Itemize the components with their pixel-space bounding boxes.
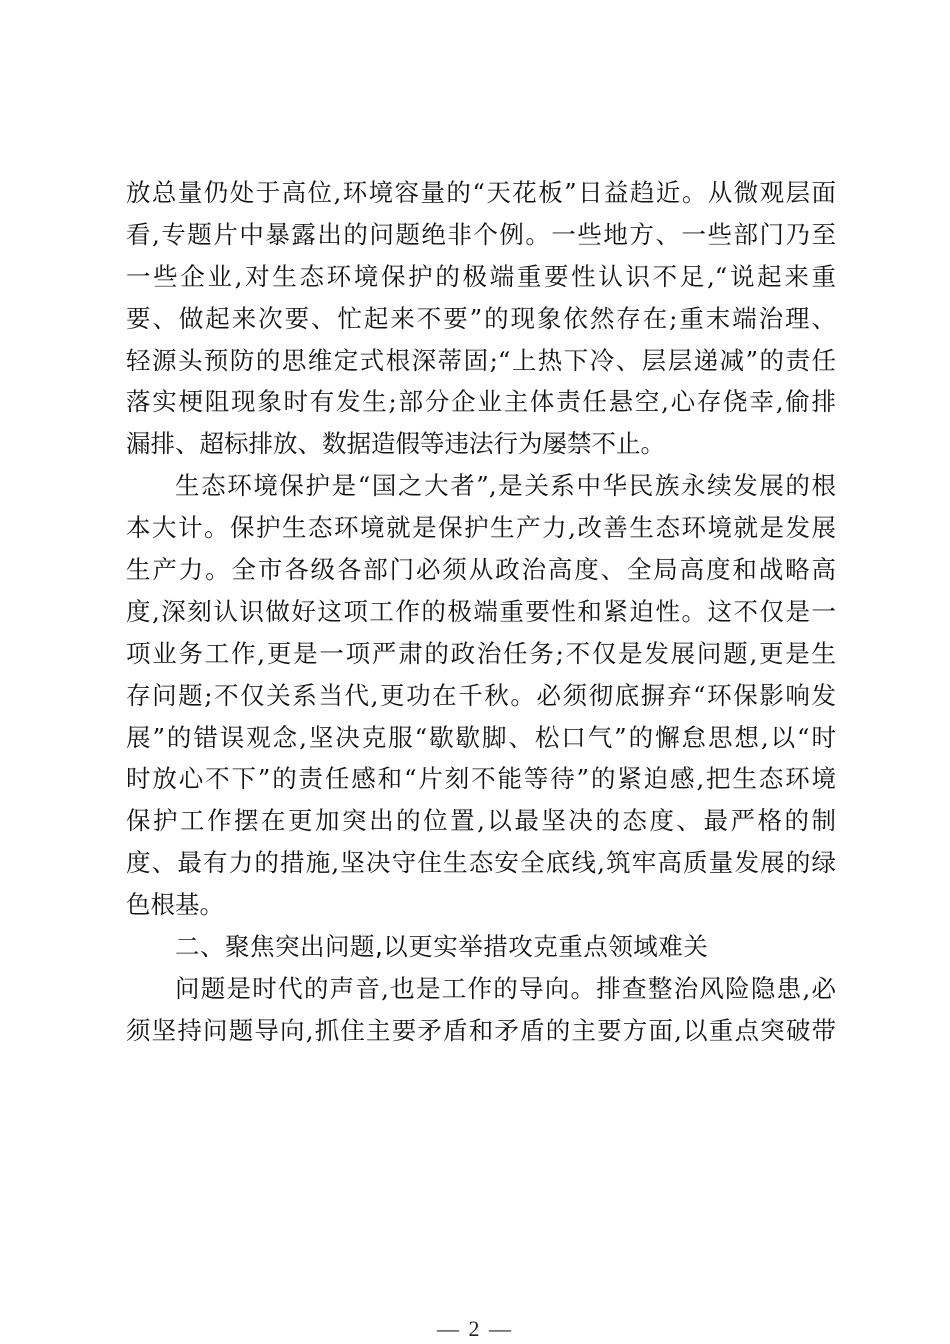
- text-line: 须坚持问题导向,抓住主要矛盾和矛盾的主要方面,以重点突破带: [126, 1015, 836, 1045]
- text-line: 生产力。全市各级各部门必须从政治高度、全局高度和战略高: [126, 555, 836, 585]
- text-line: 放总量仍处于高位,环境容量的“天花板”日益趋近。从微观层面: [126, 178, 836, 207]
- text-line: 本大计。保护生态环境就是保护生产力,改善生态环境就是发展: [126, 513, 836, 543]
- text-line: 漏排、超标排放、数据造假等违法行为屡禁不止。: [126, 429, 665, 459]
- text-line: 度、最有力的措施,坚决守住生态安全底线,筑牢高质量发展的绿: [126, 848, 836, 878]
- text-line: 保护工作摆在更加突出的位置,以最坚决的态度、最严格的制: [126, 806, 836, 836]
- text-line: 要、做起来次要、忙起来不要”的现象依然存在;重末端治理、: [126, 303, 836, 333]
- text-line: 度,深刻认识做好这项工作的极端重要性和紧迫性。这不仅是一: [126, 596, 836, 626]
- text-line: 展”的错误观念,坚决克服“歇歇脚、松口气”的懈怠思想,以“时: [126, 722, 836, 752]
- section-heading: 二、聚焦突出问题,以更实举措攻克重点领域难关: [175, 932, 709, 962]
- document-body: [126, 172, 836, 1052]
- text-line: 看,专题片中暴露出的问题绝非个例。一些地方、一些部门乃至: [126, 219, 836, 249]
- text-line: 存问题;不仅关系当代,更功在千秋。必须彻底摒弃“环保影响发: [126, 680, 836, 710]
- text-line: 一些企业,对生态环境保护的极端重要性认识不足,“说起来重: [126, 261, 836, 291]
- text-line: 问题是时代的声音,也是工作的导向。排查整治风险隐患,必: [175, 973, 836, 1003]
- text-line: 生态环境保护是“国之大者”,是关系中华民族永续发展的根: [175, 471, 836, 501]
- text-line: 项业务工作,更是一项严肃的政治任务;不仅是发展问题,更是生: [126, 638, 836, 668]
- text-line: 色根基。: [126, 890, 224, 920]
- page-number: — 2 —: [437, 1316, 513, 1341]
- text-line: 时放心不下”的责任感和“片刻不能等待”的紧迫感,把生态环境: [126, 764, 836, 794]
- text-line: 轻源头预防的思维定式根深蒂固;“上热下冷、层层递减”的责任: [126, 345, 836, 375]
- text-line: 落实梗阻现象时有发生;部分企业主体责任悬空,心存侥幸,偷排: [126, 387, 836, 417]
